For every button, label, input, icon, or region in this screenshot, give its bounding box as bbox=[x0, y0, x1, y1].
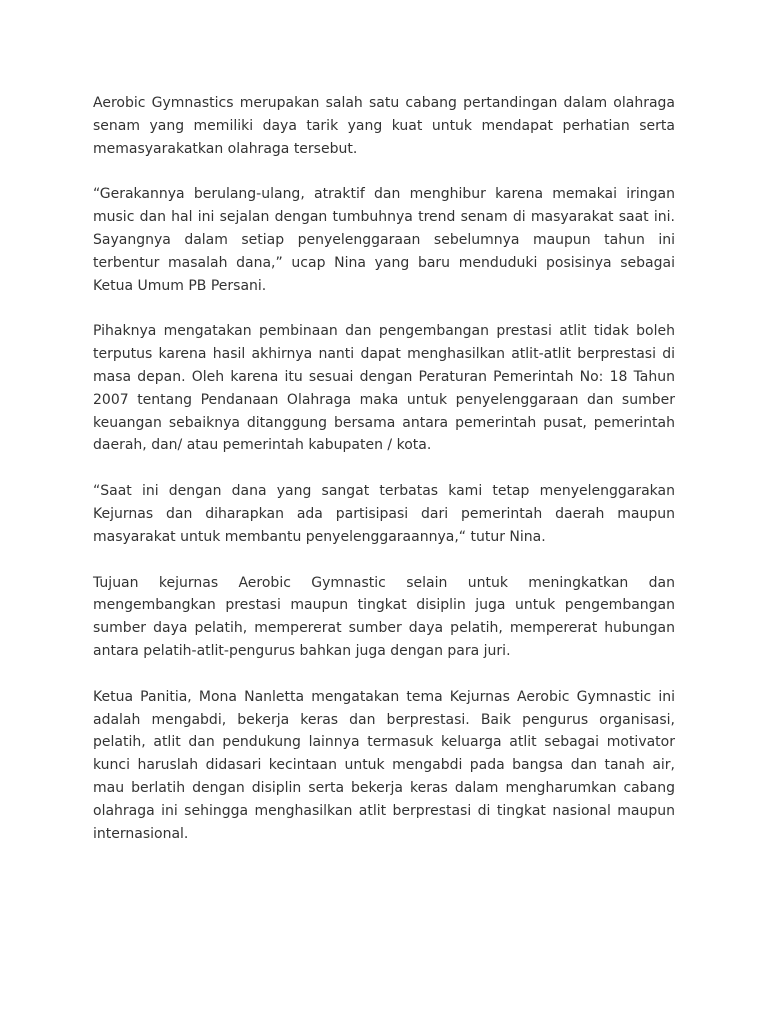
paragraph-3: Pihaknya mengatakan pembinaan dan pengembangan prestasi atlit tidak boleh terputus karena hasil akhirnya nanti dapat menghasilkan atlit-atlit berprestasi di masa depan. Oleh karena itu sesuai dengan Peraturan Pemerintah No: 18 Tahun 2007 tentang Pendanaan Olahraga maka untuk penyelenggaraan dan sumber keuangan sebaiknya ditanggung bersama antara pemerintah pusat, pemerintah daerah, dan/ atau pemerintah kabupaten / kota. bbox=[93, 323, 675, 454]
paragraph-1: Aerobic Gymnastics merupakan salah satu cabang pertandingan dalam olahraga senam yang memiliki daya tarik yang kuat untuk mendapat perhatian serta memasyarakatkan olahraga tersebut. bbox=[93, 95, 675, 157]
paragraph-4: “Saat ini dengan dana yang sangat terbatas kami tetap menyelenggarakan Kejurnas dan diharapkan ada partisipasi dari pemerintah daerah maupun masyarakat untuk membantu penyelenggaraannya,“ tutur Nina. bbox=[93, 483, 675, 545]
paragraph-2: “Gerakannya berulang-ulang, atraktif dan menghibur karena memakai iringan music dan hal ini sejalan dengan tumbuhnya trend senam di masyarakat saat ini. Sayangnya dalam setiap penyelenggaraan sebelumnya maupun tahun ini terbentur masalah dana,” ucap Nina yang baru menduduki posisinya sebagai Ketua Umum PB Persani. bbox=[93, 186, 675, 294]
document-body bbox=[93, 92, 675, 868]
paragraph-6: Ketua Panitia, Mona Nanletta mengatakan tema Kejurnas Aerobic Gymnastic ini adalah mengabdi, bekerja keras dan berprestasi. Baik pengurus organisasi, pelatih, atlit dan pendukung lainnya termasuk keluarga atlit sebagai motivator kunci haruslah didasari kecintaan untuk mengabdi pada bangsa dan tanah air, mau berlatih dengan disiplin serta bekerja keras dalam mengharumkan cabang olahraga ini sehingga menghasilkan atlit berprestasi di tingkat nasional maupun internasional. bbox=[93, 688, 675, 842]
paragraph-5: Tujuan kejurnas Aerobic Gymnastic selain untuk meningkatkan dan mengembangkan prestasi maupun tingkat disiplin juga untuk pengembangan sumber daya pelatih, mempererat sumber daya pelatih, mempererat hubungan antara pelatih-atlit-pengurus bahkan juga dengan para juri. bbox=[93, 574, 675, 659]
